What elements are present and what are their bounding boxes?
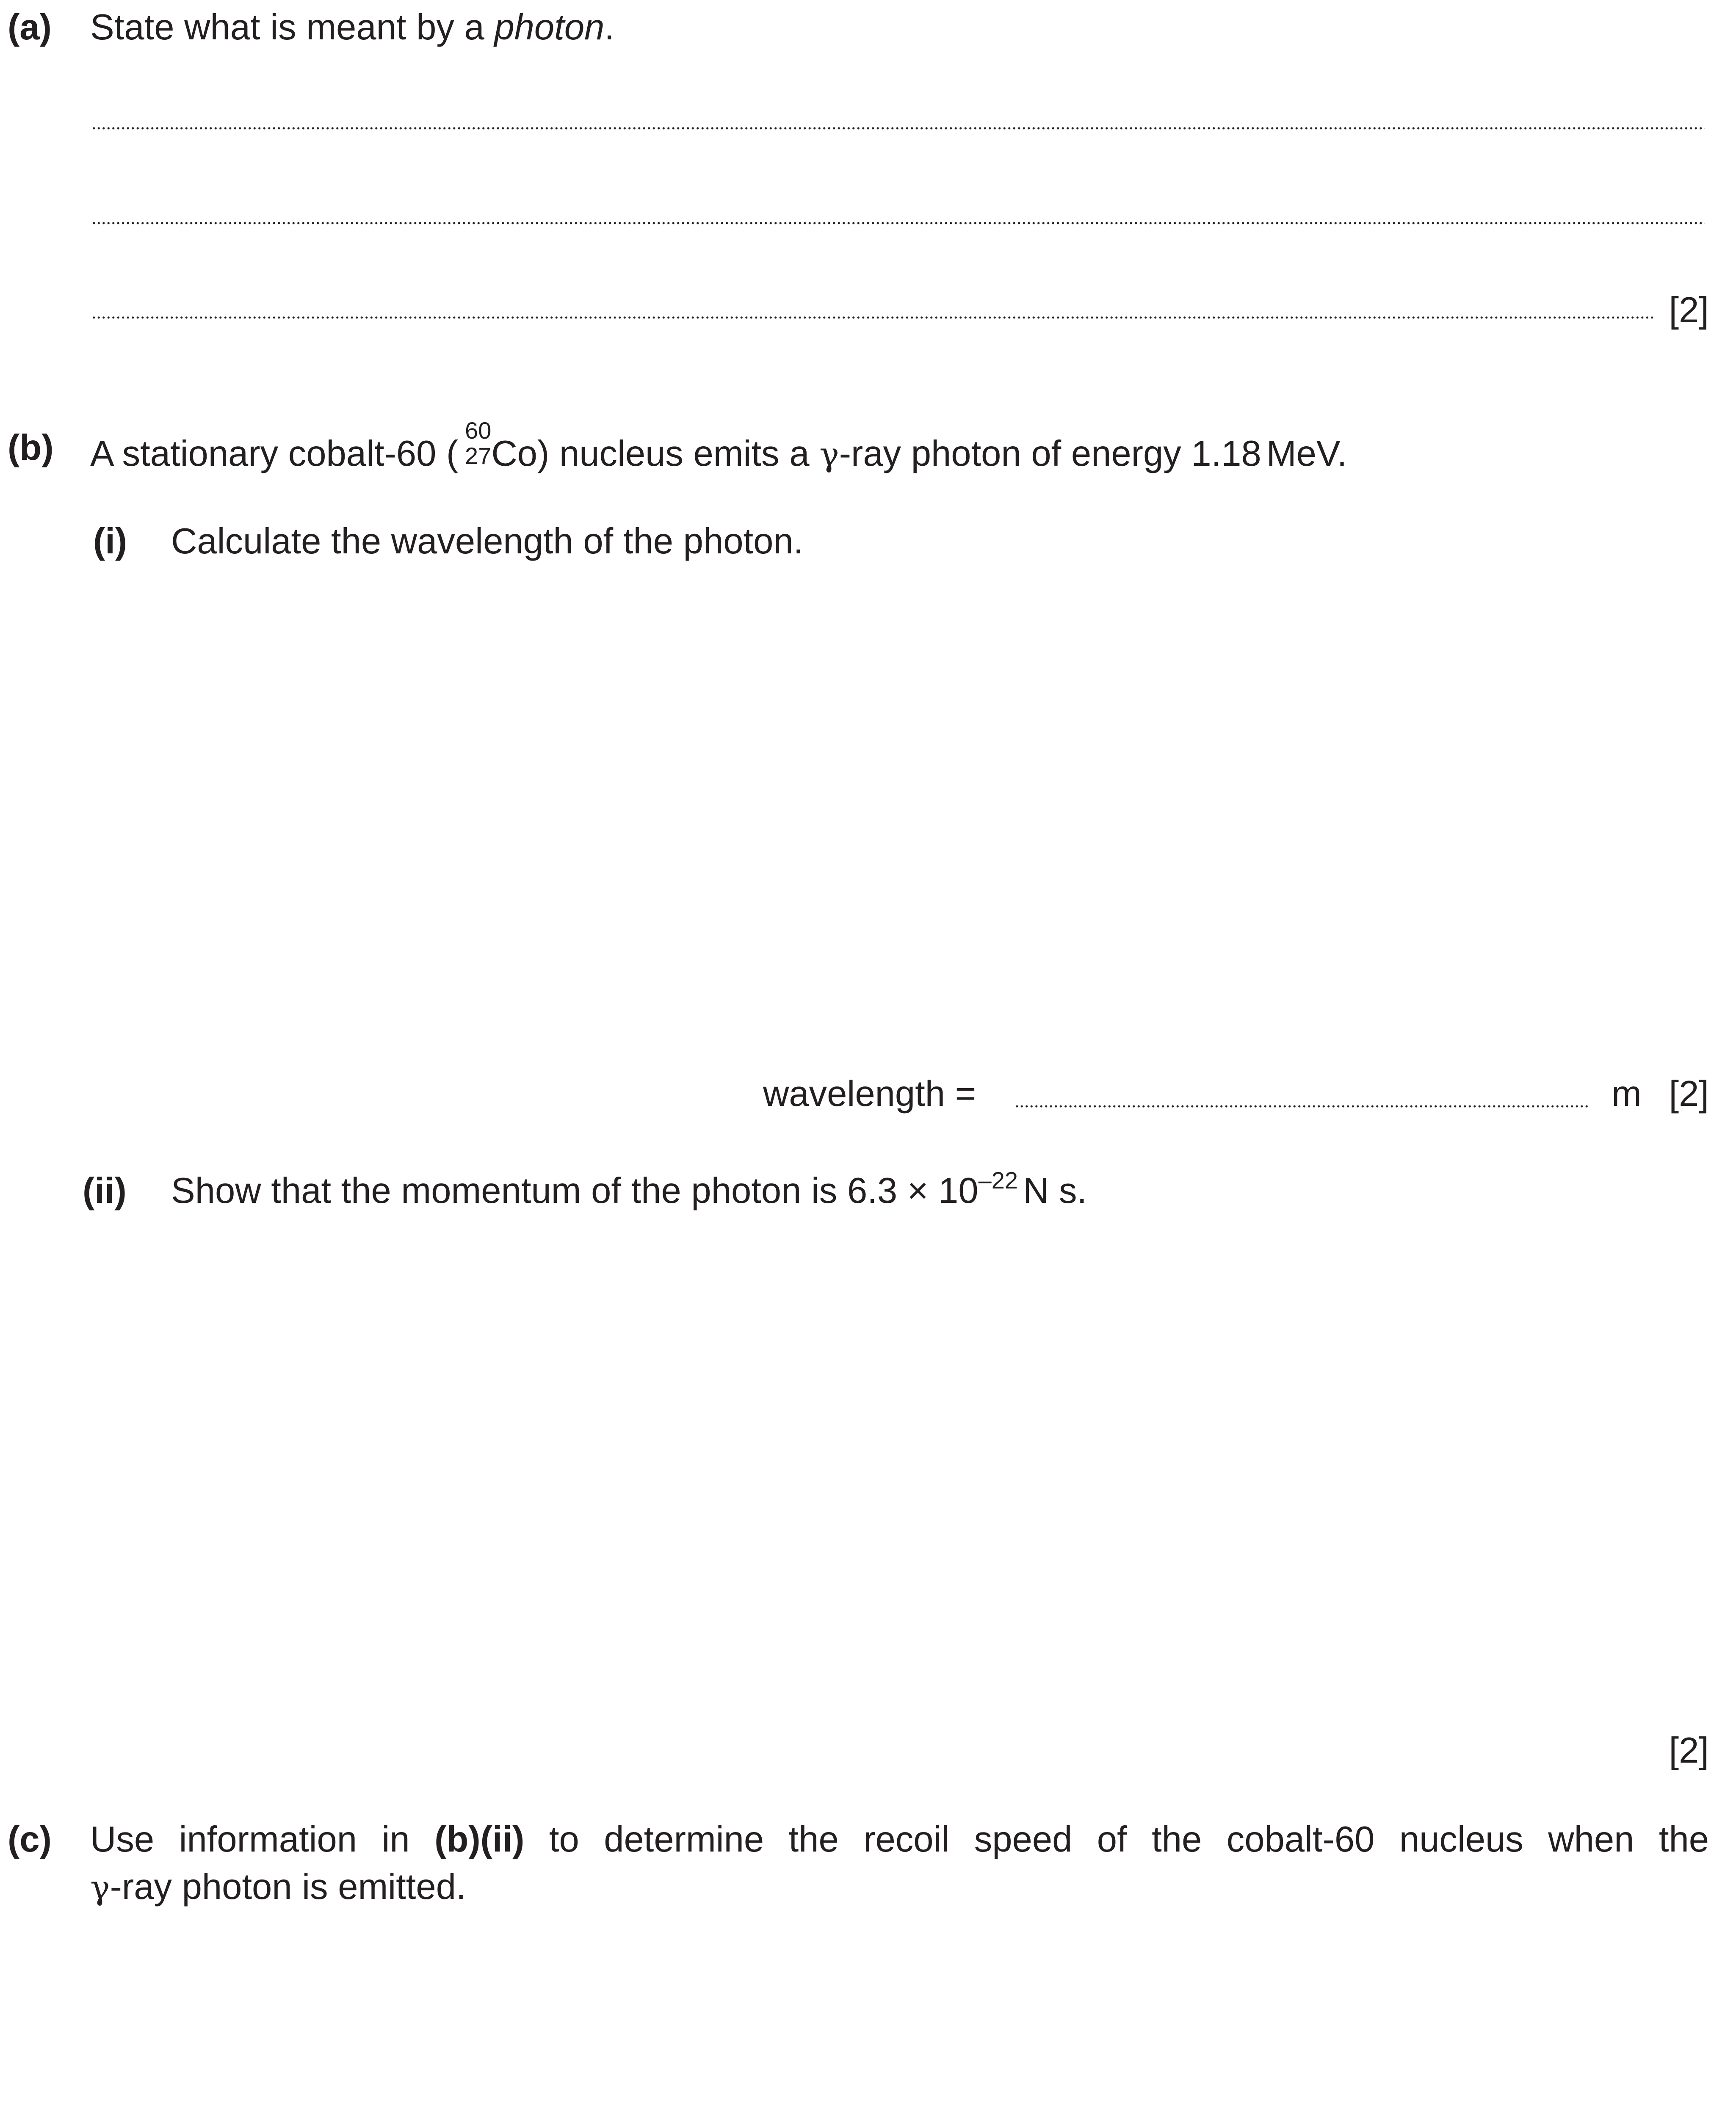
gamma-symbol-c: γ [90,1869,110,1907]
part-b-stem: A stationary cobalt-60 ( 60 27 Co) nucleus emits a γ-ray photon of energy 1.18 MeV. [90,417,1347,474]
answer-line-a2[interactable] [91,222,1705,224]
part-c-question-line1: Use information in (b)(ii) to determine the recoil speed of the cobalt-60 nucleus when the [90,1819,1709,1860]
part-a-question: State what is meant by a photon. [90,7,614,47]
part-a-marks: [2] [1669,290,1709,330]
part-c-label: (c) [8,1819,52,1860]
part-b-i-question: Calculate the wavelength of the photon. [171,521,804,561]
part-a-label: (a) [8,7,52,47]
part-c-reference: (b)(ii) [434,1819,525,1860]
answer-line-a1[interactable] [91,127,1705,130]
gamma-symbol: γ [819,436,839,474]
answer-line-a3[interactable] [91,316,1654,319]
cobalt-isotope-notation: 60 27 [465,417,492,469]
wavelength-unit: m [1612,1074,1642,1114]
part-b-ii-label: (ii) [83,1171,127,1211]
part-b-i-label: (i) [93,521,127,561]
part-b-i-marks: [2] [1669,1074,1709,1114]
part-c-question-line2: γ-ray photon is emitted. [90,1867,466,1907]
wavelength-label: wavelength = [763,1074,976,1114]
part-b-ii-marks: [2] [1669,1730,1709,1771]
momentum-exponent: –22 [978,1167,1018,1194]
part-b-ii-question: Show that the momentum of the photon is $6.3 \times 10^{-22}$ N s. [171,1167,1087,1211]
photon-emphasis: photon [494,7,605,47]
wavelength-answer-line[interactable] [1015,1105,1590,1108]
part-b-label: (b) [8,428,54,468]
